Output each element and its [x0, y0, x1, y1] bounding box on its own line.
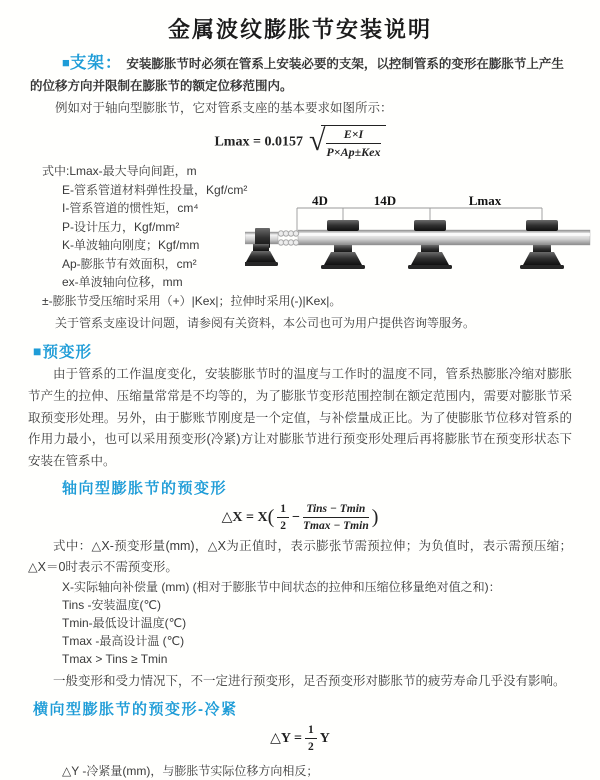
lmax-fraction-denominator: P×Ap±Kex: [326, 145, 381, 159]
list-item: ±-膨胀节受压缩时采用（+）|Kex|；拉伸时采用(-)|Kex|。: [42, 293, 342, 308]
list-item: I-管系管道的惯性矩，cm⁴: [62, 201, 199, 215]
support-example-line: 例如对于轴向型膨胀节，它对管系支座的基本要求如图所示：: [55, 101, 393, 115]
list-item: Tins -安装温度(℃): [62, 597, 162, 612]
predeform-body-paragraph: 由于管系的工作温度变化，安装膨胀节时的温度与工作时的温度不同，管系热膨胀冷缩对膨胀节产生的拉伸、压缩量常常是不均等的，为了膨胀节变形范围控制在额定范围内，需要对膨胀节采取预变形处理。另外，由于膨账节刚度是一个定值，与补偿量成正比。为了使膨胀节位移对管系的作用力最小，也可以采用预变形(冷紧)方让对膨胀节进行预变形处理后再将膨胀节在预变形状态下安装在管系中。: [28, 367, 572, 469]
dim-label-14d: 14D: [373, 194, 397, 208]
dim-label-4d: 4D: [312, 194, 328, 208]
lmax-formula: [0, 125, 600, 160]
temperature-fraction: [303, 502, 369, 534]
right-paren: ): [371, 506, 379, 529]
variables-and-diagram: [0, 162, 600, 334]
predeform-section-heading: [33, 340, 600, 362]
lateral-formula: [0, 723, 600, 755]
fraction-denominator: 2: [280, 520, 286, 533]
list-item: 式中:Lmax-最大导向间距，m: [42, 164, 197, 178]
half-fraction: [305, 723, 317, 755]
fraction-numerator: 1: [305, 723, 317, 739]
list-item: Tmin-最低设计温度(℃): [62, 615, 187, 630]
dim-label-lmax: Lmax: [468, 194, 502, 208]
support-section-label: 支架：: [69, 54, 123, 72]
lateral-subheading: 横向型膨胀节的预变形-冷紧: [33, 700, 238, 718]
axial-formula: [0, 502, 600, 534]
lmax-fraction-numerator: E×I: [326, 127, 380, 144]
support-intro-text: 安装膨胀节时必须在管系上安装必要的支架，以控制管系的变形在膨胀节上产生的位移方向并限制在膨胀节的额定位移范围内。: [30, 57, 564, 93]
fraction-denominator: 2: [307, 741, 314, 754]
page-title: 金属波纹膨胀节安装说明: [167, 17, 432, 42]
lateral-formula-lhs: △Y =: [270, 730, 302, 746]
list-item: ex-单波轴向位移，mm: [62, 275, 183, 289]
axial-formula-lhs: △X = X: [221, 510, 268, 526]
lmax-formula-lhs: Lmax = 0.0157: [214, 134, 303, 150]
list-item: X-实际轴向补偿量 (mm) (相对于膨胀节中间状态的拉伸和压缩位移量绝对值之和)：: [62, 579, 501, 594]
axial-formula-explanation: 式中：△X-预变形量(mm)，△X为正值时，表示膨张节需预拉伸；为负值时，表示需预压缩；△X＝0时表示不需预变形。: [28, 538, 572, 574]
consult-service-line: 关于管系支座设计问题，请参阅有关资料，本公司也可为用户提供咨询等服务。: [55, 316, 476, 330]
bellows-icon: [278, 231, 298, 245]
radical-sign: √: [308, 123, 326, 157]
half-fraction: [277, 502, 289, 534]
list-item: Tmax -最高设计温 (℃): [62, 633, 185, 648]
predeform-section-label: 预变形: [42, 344, 92, 361]
left-paren: (: [267, 506, 275, 529]
lateral-formula-rhs: Y: [319, 730, 330, 746]
list-item: K-单波轴向刚度；Kgf/mm: [62, 238, 200, 252]
axial-subheading: 轴向型膨胀节的预变形: [62, 479, 228, 497]
list-item: P-设计压力，Kgf/mm²: [62, 219, 180, 234]
axial-variable-list: [0, 578, 600, 668]
minus-operator: −: [291, 510, 300, 526]
fraction-numerator: 1: [277, 502, 289, 518]
list-item: Ap-膨胀节有效面积，cm²: [62, 256, 197, 271]
list-item: Tmax > Tins ≥ Tmin: [62, 651, 168, 666]
axial-note: 一般变形和受力情况下，不一定进行预变形，足否预变形对膨胀节的疲劳寿命几乎没有影响。: [53, 673, 566, 688]
fraction-denominator: Tmax − Tmin: [302, 520, 369, 533]
lmax-formula-fraction: [321, 125, 385, 160]
fraction-numerator: Tins − Tmin: [303, 502, 369, 518]
section-square-icon: ■: [62, 55, 70, 70]
pipe-support-diagram: [245, 194, 595, 294]
lateral-explanation: △Y -冷紧量(mm)，与膨胀节实际位移方向相反；: [62, 764, 319, 779]
list-item: E-管系管道材料弹性投量，Kgf/cm²: [62, 182, 248, 197]
main-pipe: [298, 230, 590, 245]
section-square-icon: ■: [33, 343, 43, 359]
support-intro-paragraph: [30, 52, 570, 97]
